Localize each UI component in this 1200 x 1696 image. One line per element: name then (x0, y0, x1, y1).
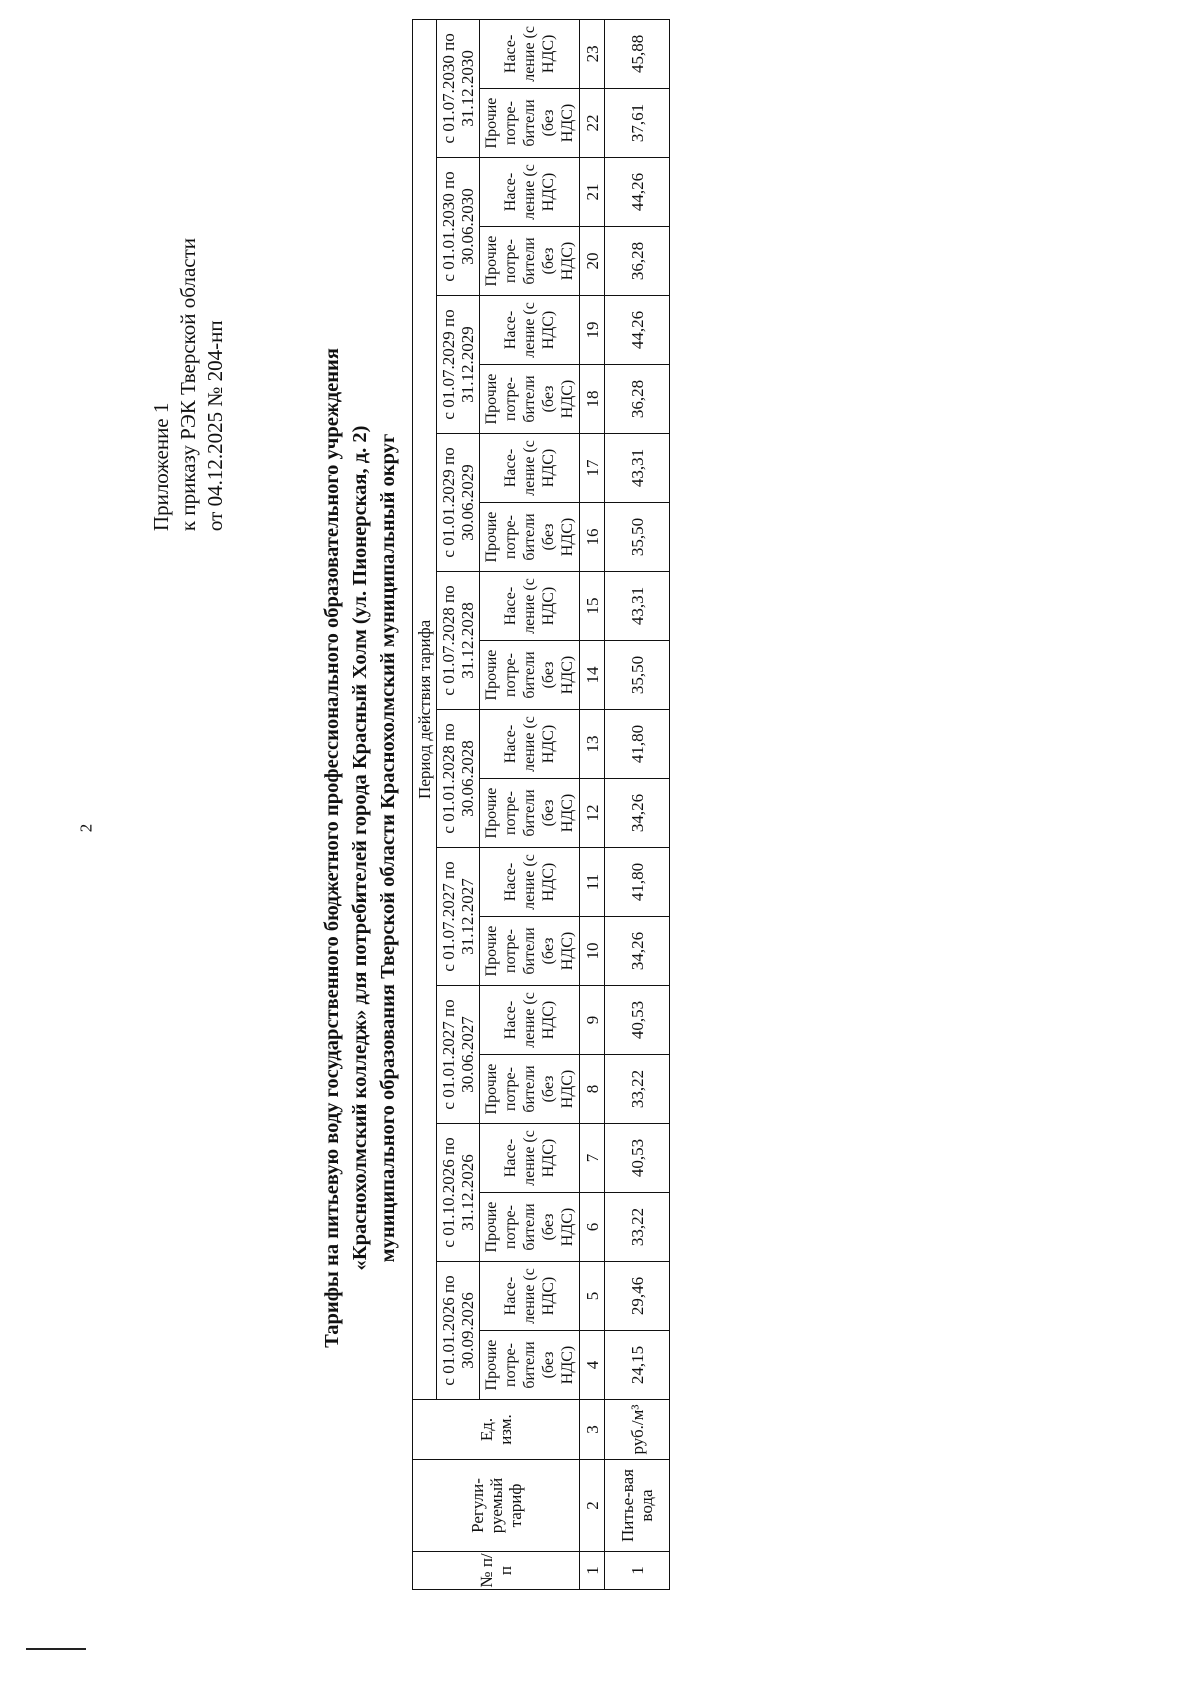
category-other: Прочие потре-бители (без НДС) (480, 227, 580, 296)
header-row-1 (413, 19, 437, 1589)
column-number: 20 (580, 227, 605, 296)
header-row-categories (480, 19, 580, 1589)
column-number: 23 (580, 19, 605, 88)
category-population: Насе-ление (с НДС) (480, 710, 580, 779)
column-number: 11 (580, 848, 605, 917)
header-tariff: Регули-руемый тариф (413, 1460, 580, 1552)
tariff-value: 34,26 (605, 779, 670, 848)
column-number: 6 (580, 1193, 605, 1262)
column-number: 17 (580, 434, 605, 503)
tariff-value: 34,26 (605, 917, 670, 986)
appendix-line-2: к приказу РЭК Тверской области (176, 238, 200, 532)
rotated-page-content (60, 28, 1140, 1668)
tariff-value: 44,26 (605, 158, 670, 227)
tariff-value: 29,46 (605, 1262, 670, 1331)
category-other: Прочие потре-бители (без НДС) (480, 1193, 580, 1262)
category-population: Насе-ление (с НДС) (480, 296, 580, 365)
period-10: с 01.07.2030 по 31.12.2030 (437, 19, 480, 157)
header-row-periods (437, 19, 480, 1589)
period-4: с 01.07.2027 по 31.12.2027 (437, 848, 480, 986)
category-other: Прочие потре-бители (без НДС) (480, 1331, 580, 1400)
row-tariff-name: Питье-вая вода (605, 1460, 670, 1552)
title-line-3: муниципального образования Тверской области Краснохолмский муниципальный округ (377, 433, 399, 1263)
period-1: с 01.01.2026 по 30.09.2026 (437, 1262, 480, 1400)
column-number: 22 (580, 89, 605, 158)
category-population: Насе-ление (с НДС) (480, 572, 580, 641)
tariff-value: 44,26 (605, 296, 670, 365)
tariff-value: 35,50 (605, 503, 670, 572)
column-number: 18 (580, 365, 605, 434)
tariff-table (412, 19, 670, 1590)
period-6: с 01.07.2028 по 31.12.2028 (437, 572, 480, 710)
tariff-value: 40,53 (605, 986, 670, 1055)
title-line-1: Тарифы на питьевую воду государственного бюджетного профессионального образовательного учреждения (321, 348, 343, 1348)
tariff-value: 36,28 (605, 365, 670, 434)
category-population: Насе-ление (с НДС) (480, 1124, 580, 1193)
tariff-value: 43,31 (605, 434, 670, 503)
tariff-value: 41,80 (605, 710, 670, 779)
tariff-value: 35,50 (605, 641, 670, 710)
category-other: Прочие потре-бители (без НДС) (480, 779, 580, 848)
tariff-value: 41,80 (605, 848, 670, 917)
category-population: Насе-ление (с НДС) (480, 434, 580, 503)
period-2: с 01.10.2026 по 31.12.2026 (437, 1124, 480, 1262)
category-other: Прочие потре-бители (без НДС) (480, 89, 580, 158)
column-number: 5 (580, 1262, 605, 1331)
category-other: Прочие потре-бители (без НДС) (480, 365, 580, 434)
column-number: 2 (580, 1460, 605, 1552)
category-other: Прочие потре-бители (без НДС) (480, 1055, 580, 1124)
column-number: 9 (580, 986, 605, 1055)
column-number: 14 (580, 641, 605, 710)
table-row (605, 19, 670, 1589)
header-period: Период действия тарифа (413, 19, 437, 1399)
tariff-value: 33,22 (605, 1055, 670, 1124)
period-5: с 01.01.2028 по 30.06.2028 (437, 710, 480, 848)
tariff-value: 37,61 (605, 89, 670, 158)
appendix-block (148, 238, 229, 531)
category-other: Прочие потре-бители (без НДС) (480, 641, 580, 710)
category-population: Насе-ление (с НДС) (480, 1262, 580, 1331)
column-number: 10 (580, 917, 605, 986)
column-number: 16 (580, 503, 605, 572)
tariff-value: 45,88 (605, 19, 670, 88)
category-population: Насе-ление (с НДС) (480, 158, 580, 227)
page-edge-mark (26, 1648, 86, 1650)
column-number: 12 (580, 779, 605, 848)
column-number: 3 (580, 1400, 605, 1460)
row-unit: руб./м³ (605, 1400, 670, 1460)
category-population: Насе-ление (с НДС) (480, 848, 580, 917)
header-num: № п/п (413, 1552, 580, 1590)
column-number: 19 (580, 296, 605, 365)
period-8: с 01.07.2029 по 31.12.2029 (437, 296, 480, 434)
category-other: Прочие потре-бители (без НДС) (480, 503, 580, 572)
period-9: с 01.01.2030 по 30.06.2030 (437, 158, 480, 296)
title-line-2: «Краснохолмский колледж» для потребителей города Красный Холм (ул. Пионерская, д. 2) (349, 425, 371, 1271)
tariff-value: 36,28 (605, 227, 670, 296)
page-number: 2 (76, 823, 96, 833)
row-num: 1 (605, 1552, 670, 1590)
category-other: Прочие потре-бители (без НДС) (480, 917, 580, 986)
period-3: с 01.01.2027 по 30.06.2027 (437, 986, 480, 1124)
tariff-value: 43,31 (605, 572, 670, 641)
column-number: 21 (580, 158, 605, 227)
tariff-value: 24,15 (605, 1331, 670, 1400)
category-population: Насе-ление (с НДС) (480, 986, 580, 1055)
column-number-row (580, 19, 605, 1589)
tariff-value: 40,53 (605, 1124, 670, 1193)
column-number: 8 (580, 1055, 605, 1124)
column-number: 13 (580, 710, 605, 779)
column-number: 15 (580, 572, 605, 641)
column-number: 7 (580, 1124, 605, 1193)
appendix-line-3: от 04.12.2025 № 204-нп (203, 320, 227, 532)
column-number: 4 (580, 1331, 605, 1400)
column-number: 1 (580, 1552, 605, 1590)
appendix-line-1: Приложение 1 (149, 402, 173, 532)
header-unit: Ед. изм. (413, 1400, 580, 1460)
period-7: с 01.01.2029 по 30.06.2029 (437, 434, 480, 572)
tariff-value: 33,22 (605, 1193, 670, 1262)
category-population: Насе-ление (с НДС) (480, 19, 580, 88)
document-title (318, 68, 402, 1628)
